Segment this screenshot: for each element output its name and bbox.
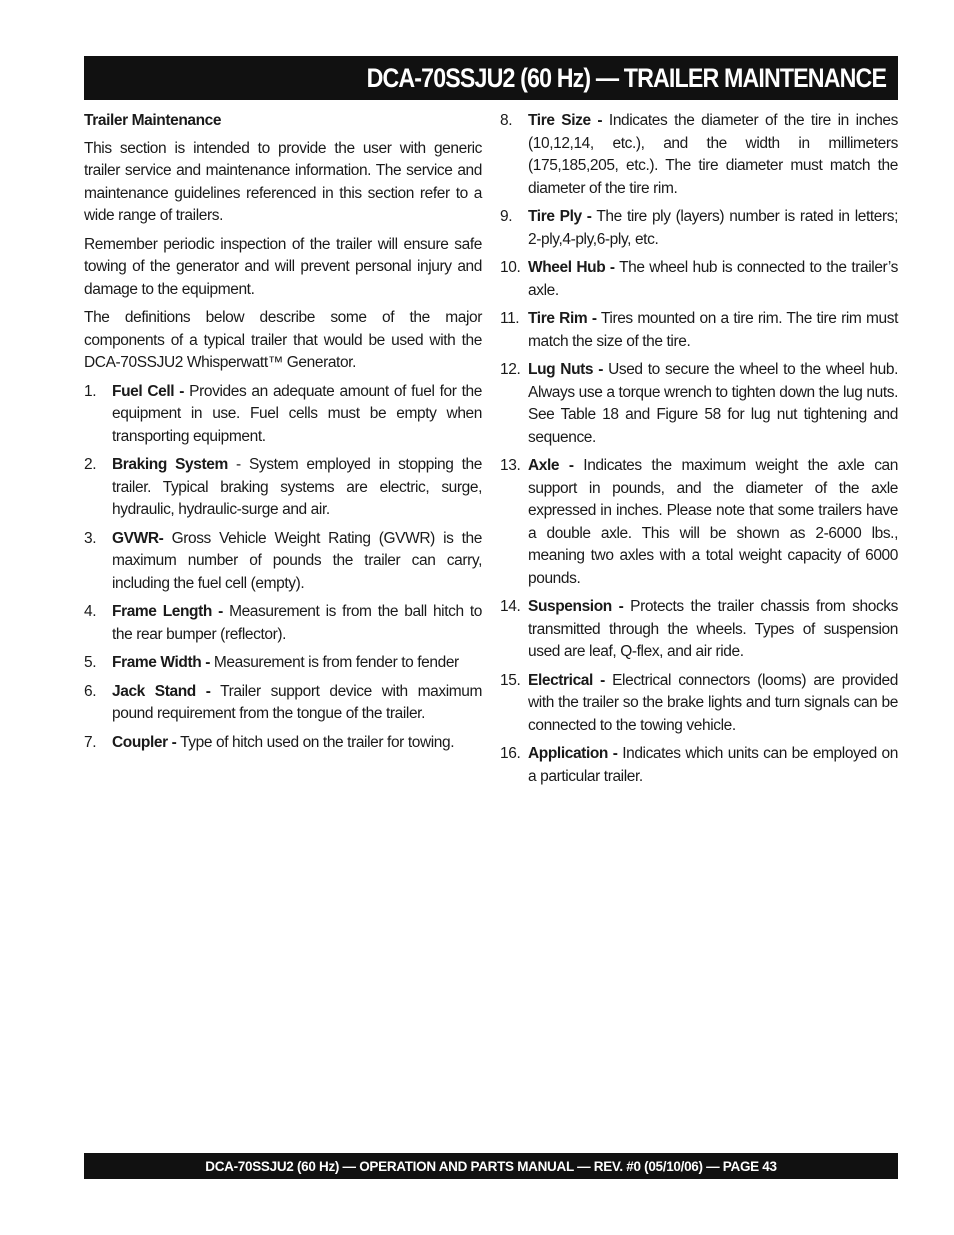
item-number: 10. — [500, 259, 521, 276]
item-text: Measurement is from fender to fender — [210, 654, 459, 671]
item-term: Tire Size - — [528, 112, 603, 129]
item-number: 15. — [500, 671, 521, 689]
list-item — [84, 732, 482, 755]
item-number: 2. — [84, 456, 97, 473]
list-item — [500, 257, 898, 302]
list-item — [500, 455, 898, 590]
item-term: Lug Nuts - — [528, 361, 603, 378]
list-item — [84, 652, 482, 675]
item-text: - System employed in stopping the trailer. Typical braking systems are electric, surge, hydraulic, hydraulic-surge and air. — [112, 456, 483, 518]
intro-paragraph: The definitions below describe some of the major components of a typical trailer that would be used with the DCA-70SSJU2 Whisperwatt™ Generator. — [84, 309, 482, 371]
item-term: Suspension - — [528, 598, 624, 615]
item-body — [112, 528, 482, 596]
item-body — [112, 681, 482, 726]
list-item — [84, 601, 482, 646]
item-text: Indicates which units can be employed on a particular trailer. — [528, 745, 898, 785]
list-item — [500, 308, 898, 353]
item-term: Braking System — [112, 456, 228, 473]
item-term: Jack Stand - — [112, 682, 211, 700]
item-body — [112, 601, 482, 646]
page-footer-bar — [84, 1153, 898, 1179]
right-column — [500, 110, 898, 794]
item-text: Measurement is from the ball hitch to the rear bumper (reflector). — [112, 603, 482, 643]
item-body — [528, 670, 898, 738]
item-number: 9. — [500, 208, 513, 225]
item-number: 13. — [500, 457, 521, 474]
item-body — [528, 206, 898, 251]
list-item — [84, 681, 482, 726]
item-body — [112, 732, 482, 755]
list-item — [84, 381, 482, 449]
page-title: DCA-70SSJU2 (60 Hz) — TRAILER MAINTENANCE — [366, 62, 886, 93]
item-number: 6. — [84, 682, 97, 700]
item-term: Axle - — [528, 457, 574, 474]
item-text: Gross Vehicle Weight Rating (GVWR) is the maximum number of pounds the trailer can carry, including the fuel cell (empty). — [112, 529, 482, 592]
list-item — [84, 454, 482, 522]
item-body — [528, 743, 898, 788]
item-text: Tires mounted on a tire rim. The tire rim must match the size of the tire. — [528, 310, 898, 350]
list-item — [500, 359, 898, 449]
item-text: Type of hitch used on the trailer for towing. — [176, 733, 455, 751]
item-text: Electrical connectors (looms) are provided with the trailer so the brake lights and turn signals can be connected to the towing vehicle. — [528, 671, 898, 734]
item-term: Fuel Cell - — [112, 382, 185, 400]
item-term: GVWR- — [112, 529, 164, 547]
item-number: 8. — [500, 112, 513, 129]
list-item — [500, 596, 898, 664]
item-text: Trailer support device with maximum pound requirement from the tongue of the trailer. — [112, 682, 482, 722]
item-term: Coupler - — [112, 733, 177, 751]
item-text: Indicates the diameter of the tire in inches (10,12,14, etc.), and the width in millimeters (175,185,205, etc.). The tire diameter must match the diameter of the tire rim. — [528, 112, 898, 197]
item-number: 3. — [84, 529, 97, 547]
item-text: Used to secure the wheel to the wheel hub. Always use a torque wrench to tighten down the lug nuts. See Table 18 and Figure 58 for lug nut tightening and sequence. — [528, 361, 898, 446]
item-number: 1. — [84, 382, 97, 400]
item-body — [528, 308, 898, 353]
item-number: 7. — [84, 733, 97, 751]
item-text: Provides an adequate amount of fuel for the equipment in use. Fuel cells must be empty when transporting equipment. — [112, 382, 482, 445]
item-body — [528, 110, 898, 200]
list-item — [500, 206, 898, 251]
item-number: 14. — [500, 598, 521, 615]
item-text: The tire ply (layers) number is rated in letters; 2-ply,4-ply,6-ply, etc. — [528, 208, 899, 248]
item-term: Wheel Hub - — [528, 259, 615, 276]
item-body — [528, 359, 898, 449]
item-body — [112, 381, 482, 449]
item-term: Tire Ply - — [528, 208, 592, 225]
footer-text: DCA-70SSJU2 (60 Hz) — OPERATION AND PARTS MANUAL — REV. #0 (05/10/06) — PAGE 43 — [205, 1158, 777, 1174]
list-item — [84, 528, 482, 596]
item-term: Frame Width - — [112, 654, 210, 671]
item-term: Application - — [528, 745, 618, 762]
item-number: 4. — [84, 603, 97, 620]
item-term: Tire Rim - — [528, 310, 597, 327]
list-item — [500, 110, 898, 200]
item-body — [528, 257, 898, 302]
section-title: Trailer Maintenance — [84, 112, 222, 129]
page-header-bar — [84, 56, 898, 100]
item-term: Electrical - — [528, 671, 605, 689]
item-text: The wheel hub is connected to the trailer’s axle. — [528, 259, 898, 299]
item-number: 12. — [500, 361, 521, 378]
item-number: 11. — [500, 310, 520, 327]
item-body — [528, 455, 898, 590]
item-body — [528, 596, 898, 664]
item-text: Protects the trailer chassis from shocks transmitted through the wheels. Types of suspension used are leaf, Q-flex, and air ride. — [528, 598, 898, 660]
item-term: Frame Length - — [112, 603, 223, 620]
intro-paragraph: This section is intended to provide the user with generic trailer service and maintenance information. The service and maintenance guidelines referenced in this section refer to a wide range of trailers. — [84, 139, 482, 224]
item-body — [112, 652, 482, 675]
list-item — [500, 743, 898, 788]
intro-paragraph: Remember periodic inspection of the trailer will ensure safe towing of the generator and will prevent personal injury and damage to the equipment. — [84, 235, 482, 298]
left-column — [84, 110, 482, 760]
item-text: Indicates the maximum weight the axle can support in pounds, and the diameter of the axle expressed in inches. Please note that some trailers have a double axle. This will be shown as 2-6000 lbs., meaning two axles with a total weight capacity of 6000 pounds. — [528, 457, 898, 587]
item-number: 5. — [84, 654, 97, 671]
item-number: 16. — [500, 745, 521, 762]
item-body — [112, 454, 482, 522]
list-item — [500, 670, 898, 738]
